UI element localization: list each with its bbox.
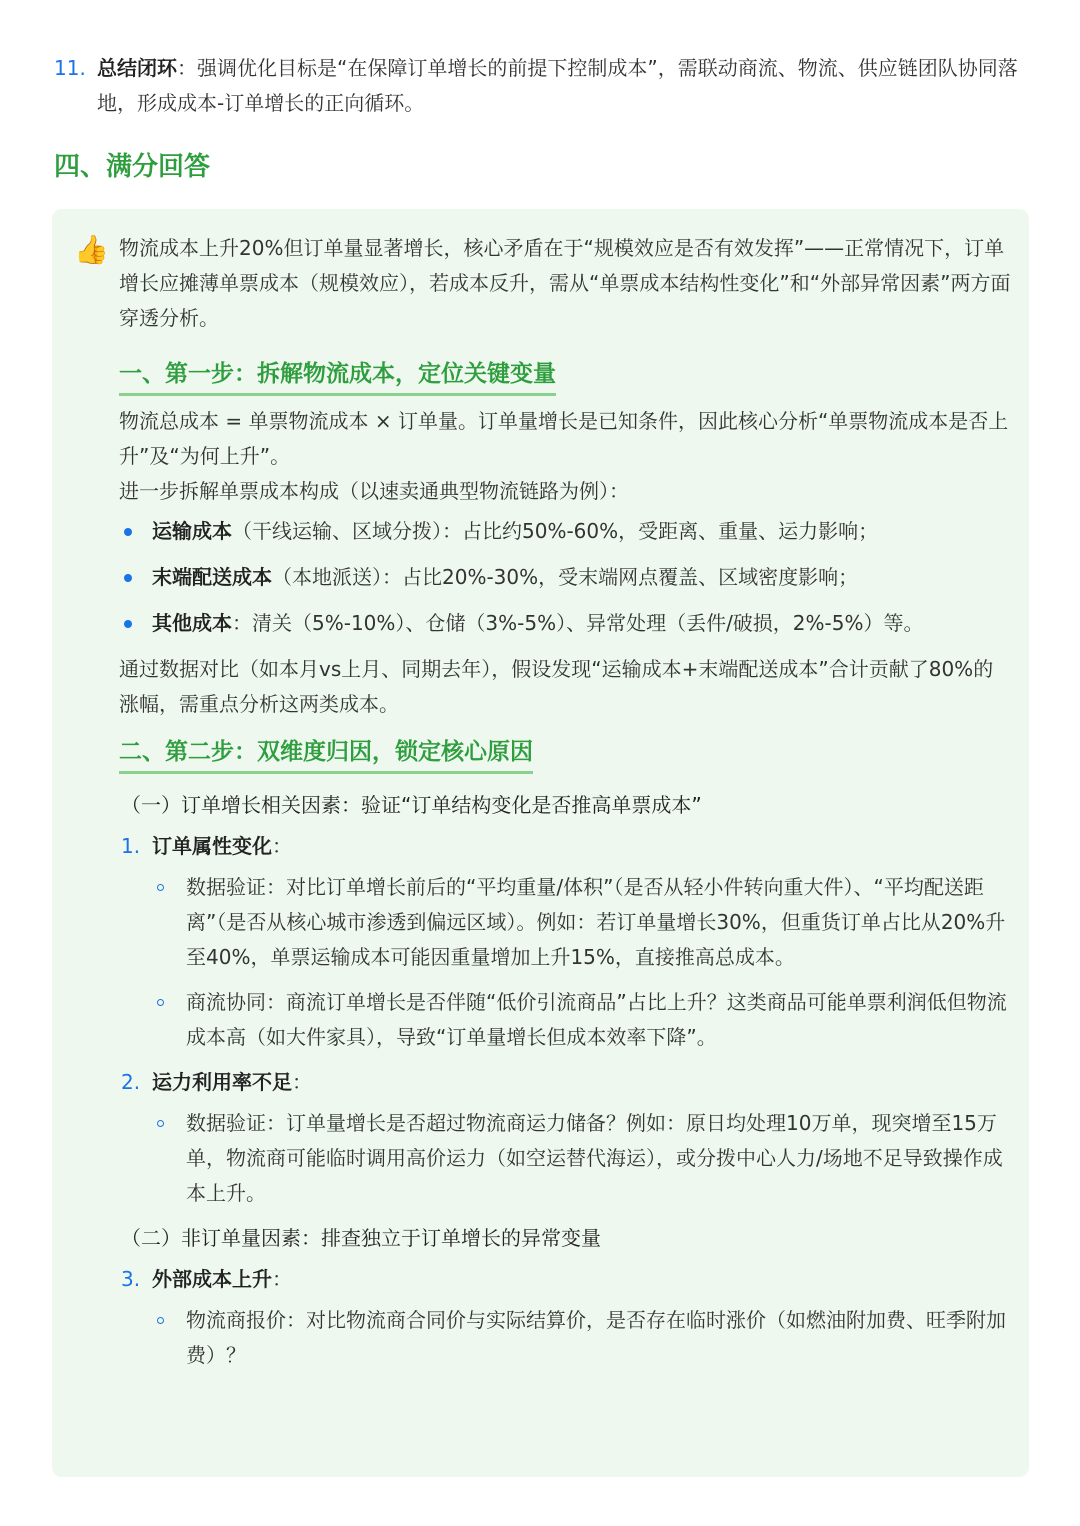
bullet-text: （本地派送）：占比20%-30%，受末端网点覆盖、区域密度影响；	[272, 565, 859, 589]
answer-content	[119, 231, 1011, 1383]
sub-point-list	[119, 1303, 1011, 1373]
sub-point-list	[119, 1106, 1011, 1211]
step2-title: 二、第二步：双维度归因，锁定核心原因	[119, 734, 533, 774]
list-item	[119, 1303, 1011, 1373]
thumbs-up-icon: 👍	[74, 233, 109, 266]
item-number: 2.	[121, 1070, 141, 1094]
summary-bold-label: 总结闭环	[97, 56, 177, 80]
sub-point-text: 数据验证：订单量增长是否超过物流商运力储备？例如：原日均处理10万单，现突增至15万单，物流商可能临时调用高价运力（如空运替代海运），或分拨中心人力/场地不足导致操作成本上升。	[186, 1111, 1003, 1205]
bullet-bold-label: 运输成本	[152, 519, 232, 543]
group1-heading: （一）订单增长相关因素：验证“订单结构变化是否推高单票成本”	[121, 793, 702, 817]
bullet-dot-icon	[124, 574, 132, 582]
sub-point-text: 物流商报价：对比物流商合同价与实际结算价，是否存在临时涨价（如燃油附加费、旺季附加费）？	[186, 1308, 1006, 1367]
step1-paragraph-formula: 物流总成本 = 单票物流成本 × 订单量。订单量增长是已知条件，因此核心分析“单票物流成本是否上升”及“为何上升”。	[119, 409, 1009, 468]
item-title-suffix: ：	[272, 834, 292, 858]
circle-bullet-icon	[157, 999, 164, 1006]
sub-point-text: 数据验证：对比订单增长前后的“平均重量/体积”（是否从轻小件转向重大件）、“平均配送距离”（是否从核心城市渗透到偏远区域）。例如：若订单量增长30%，但重货订单占比从20%升至40%，单票运输成本可能因重量增加上升15%，直接推高总成本。	[186, 875, 1006, 969]
bullet-text: ：清关（5%-10%）、仓储（3%-5%）、异常处理（丢件/破损，2%-5%）等。	[232, 611, 924, 635]
bullet-dot-icon	[124, 528, 132, 536]
summary-text: ：强调优化目标是“在保障订单增长的前提下控制成本”，需联动商流、物流、供应链团队协同落地，形成成本-订单增长的正向循环。	[97, 56, 1018, 115]
list-item	[119, 514, 1011, 549]
list-item	[119, 606, 1011, 641]
summary-list-item	[54, 51, 1029, 121]
list-item	[119, 870, 1011, 975]
numbered-item	[119, 1065, 1011, 1100]
list-item	[119, 560, 1011, 595]
list-item	[119, 1106, 1011, 1211]
sub-point-text: 商流协同：商流订单增长是否伴随“低价引流商品”占比上升？这类商品可能单票利润低但物流成本高（如大件家具），导致“订单量增长但成本效率下降”。	[186, 990, 1007, 1049]
bullet-dot-icon	[124, 620, 132, 628]
step1-title: 一、第一步：拆解物流成本，定位关键变量	[119, 356, 556, 396]
circle-bullet-icon	[157, 1317, 164, 1324]
step1-paragraph-conclusion: 通过数据对比（如本月vs上月、同期去年），假设发现“运输成本+末端配送成本”合计贡献了80%的涨幅，需重点分析这两类成本。	[119, 657, 994, 716]
bullet-bold-label: 其他成本	[152, 611, 232, 635]
item-title: 外部成本上升	[152, 1267, 272, 1291]
circle-bullet-icon	[157, 1120, 164, 1127]
item-number: 3.	[121, 1267, 141, 1291]
item-title-suffix: ：	[272, 1267, 292, 1291]
group2-heading: （二）非订单量因素：排查独立于订单增长的异常变量	[121, 1226, 601, 1250]
answer-intro: 物流成本上升20%但订单量显著增长，核心矛盾在于“规模效应是否有效发挥”——正常情况下，订单增长应摊薄单票成本（规模效应），若成本反升，需从“单票成本结构性变化”和“外部异常因素”两方面穿透分析。	[119, 236, 1011, 330]
numbered-item	[119, 829, 1011, 864]
answer-card	[52, 209, 1029, 1477]
item-title: 订单属性变化	[152, 834, 272, 858]
step1-paragraph-breakdown: 进一步拆解单票成本构成（以速卖通典型物流链路为例）：	[119, 479, 629, 503]
item-title: 运力利用率不足	[152, 1070, 292, 1094]
item-title-suffix: ：	[292, 1070, 312, 1094]
list-item	[119, 985, 1011, 1055]
item-number: 1.	[121, 834, 141, 858]
section-title: 四、满分回答	[54, 152, 211, 182]
circle-bullet-icon	[157, 884, 164, 891]
cost-breakdown-list	[119, 514, 1011, 641]
list-number: 11.	[54, 56, 86, 80]
sub-point-list	[119, 870, 1011, 1055]
numbered-item	[119, 1262, 1011, 1297]
bullet-bold-label: 末端配送成本	[152, 565, 272, 589]
bullet-text: （干线运输、区域分拨）：占比约50%-60%，受距离、重量、运力影响；	[232, 519, 879, 543]
